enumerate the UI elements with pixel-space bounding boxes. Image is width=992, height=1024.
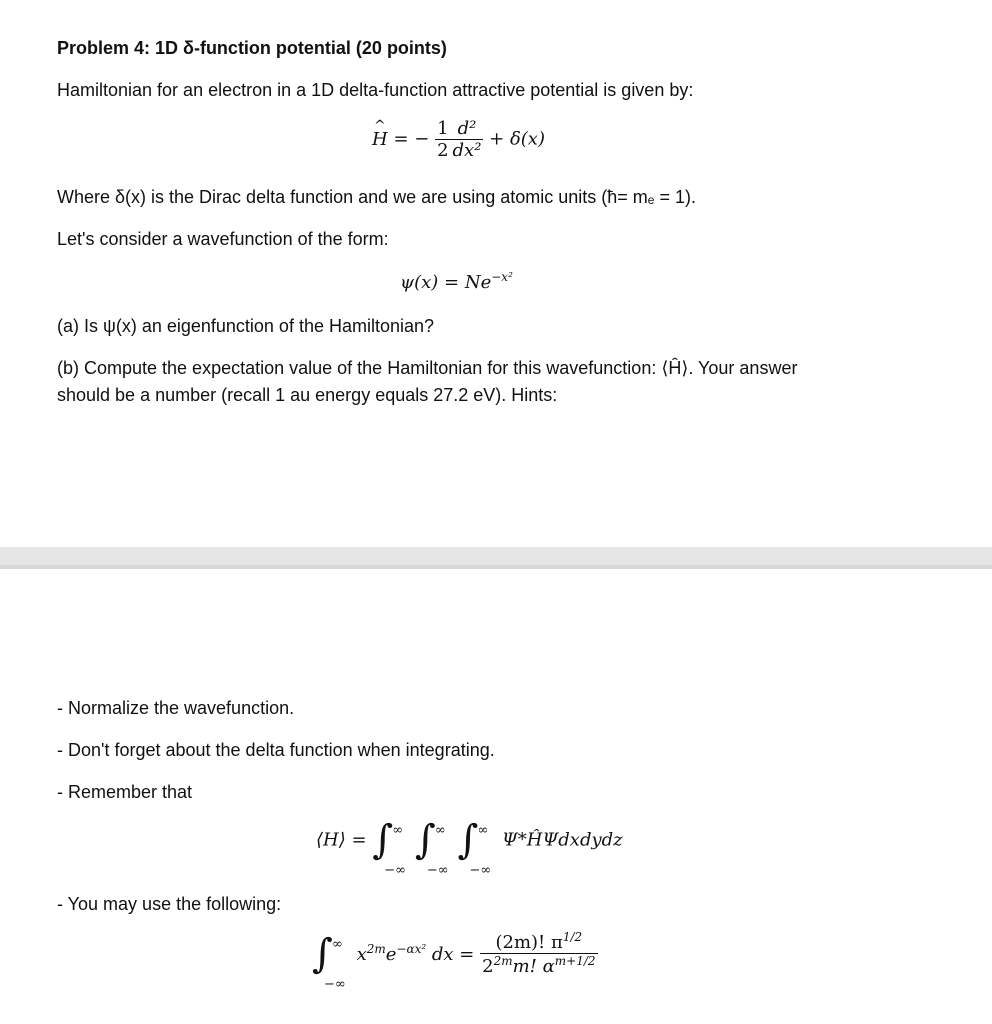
part-b-line2: should be a number (recall 1 au energy equals 27.2 eV). Hints: — [57, 385, 558, 405]
integral-sign-2: ∫ ∞ −∞ — [414, 817, 449, 878]
expectation-integrand: Ψ*ĤΨdxdydz — [502, 829, 623, 851]
hamiltonian-potential: + δ(x) — [489, 128, 545, 150]
hint-remember: - Remember that — [57, 782, 193, 802]
expectation-equation: ⟨H⟩ = ∫ ∞ −∞ ∫ ∞ −∞ ∫ ∞ −∞ Ψ*ĤΨdxdydz — [316, 817, 623, 878]
fraction-second-derivative: $\frac{\text{d²}}{\text{dx²}}$ — [452, 118, 482, 161]
part-b-line1: (b) Compute the expectation value of the Hamiltonian for this wavefunction: ⟨Ĥ⟩. Your answer — [57, 358, 798, 378]
gaussian-result-fraction: $\frac{(2m)! \pi^{1/2}}{2^{2m}m! \alpha^{m+1/2}}$ — [482, 930, 596, 977]
gaussian-integral-equation: ∫ ∞ −∞ $x^{2m}e^{-\alpha x^2}$ dx = $\frac{(2m)! \pi^{1/2}}{2^{2m}m! \alpha^{m+1/2}}$ — [312, 930, 596, 992]
page-separator — [0, 547, 992, 565]
where-text: Where δ(x) is the Dirac delta function and we are using atomic units (ħ= mₑ = 1). — [57, 187, 696, 207]
hint-normalize: - Normalize the wavefunction. — [57, 698, 295, 718]
consider-text: Let's consider a wavefunction of the form: — [57, 229, 389, 249]
intro-text: Hamiltonian for an electron in a 1D delta-function attractive potential is given by: — [57, 80, 694, 100]
problem-title: Problem 4: 1D δ-function potential (20 points) — [57, 38, 447, 58]
hint-delta: - Don't forget about the delta function when integrating. — [57, 740, 495, 760]
integral-sign-3: ∫ ∞ −∞ — [457, 817, 492, 878]
hamiltonian-symbol: ^ H — [372, 129, 388, 150]
integral-sign-1: ∫ ∞ −∞ — [372, 817, 407, 878]
page-separator-line — [0, 565, 992, 569]
hamiltonian-equals: = − — [393, 128, 430, 150]
integral-sign-gaussian: ∫ ∞ −∞ — [312, 930, 346, 992]
part-a-text: (a) Is ψ(x) an eigenfunction of the Hamiltonian? — [57, 316, 435, 336]
hamiltonian-equation — [372, 118, 545, 161]
fraction-one-half: $\frac{1}{2}$ — [437, 118, 449, 161]
hint-use-following: - You may use the following: — [57, 894, 282, 914]
wavefunction-equation: $\psi(x) = Ne^{-x^2}$ — [400, 270, 513, 293]
wavefunction-exponent: −x² — [491, 270, 513, 284]
